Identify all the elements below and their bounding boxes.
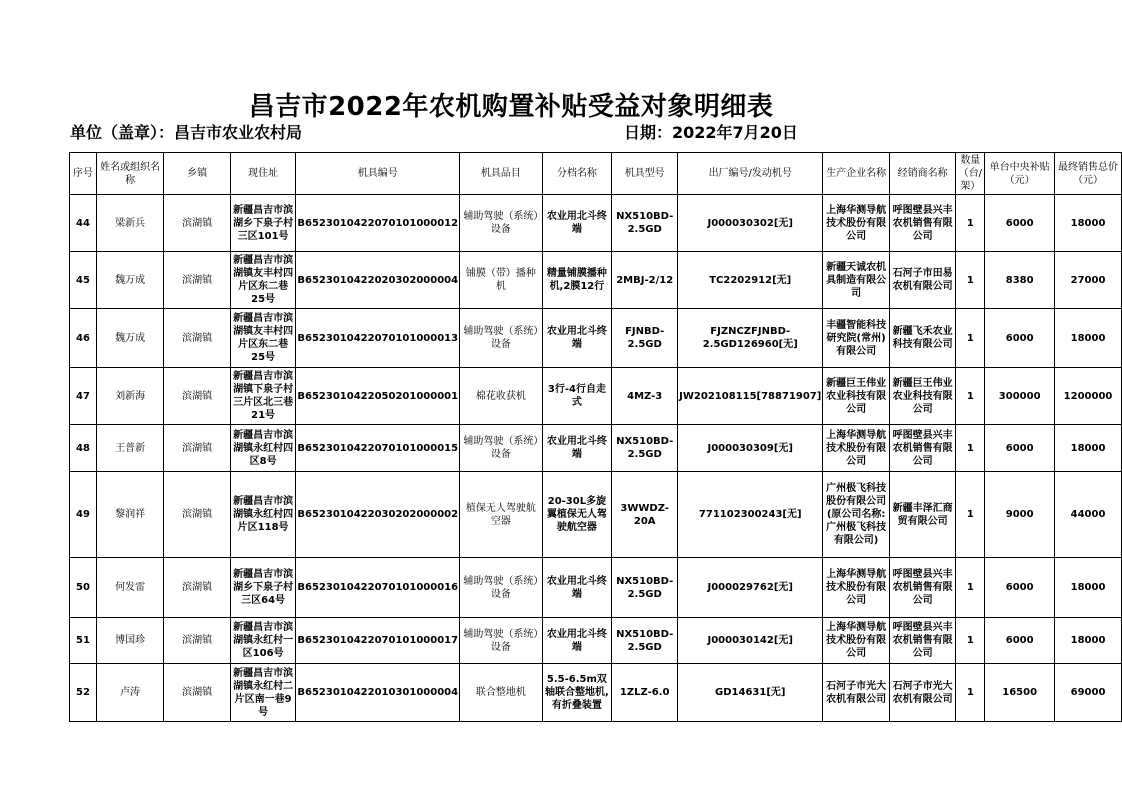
cell-name: 魏万成 xyxy=(96,309,163,368)
cell-address: 新疆昌吉市滨湖镇永红村二片区南一巷9号 xyxy=(230,664,296,722)
cell-address: 新疆昌吉市滨湖镇友丰村四片区东二巷25号 xyxy=(230,309,296,368)
cell-qty: 1 xyxy=(956,309,985,368)
cell-serial: 771102300243[无] xyxy=(678,472,823,558)
cell-name: 王普新 xyxy=(96,425,163,472)
cell-machine-no: B6523010422010301000004 xyxy=(296,664,460,722)
cell-machine-no: B6523010422050201000001 xyxy=(296,368,460,425)
cell-model: 3WWDZ-20A xyxy=(612,472,678,558)
cell-grade: 农业用北斗终端 xyxy=(542,195,612,252)
cell-address: 新疆昌吉市滨湖镇友丰村四片区东二巷25号 xyxy=(230,252,296,309)
cell-subsidy: 9000 xyxy=(985,472,1055,558)
cell-subsidy: 6000 xyxy=(985,195,1055,252)
cell-town: 滨湖镇 xyxy=(164,425,230,472)
header-cell: 经销商名称 xyxy=(889,153,955,195)
cell-no: 47 xyxy=(70,368,97,425)
cell-price: 18000 xyxy=(1055,425,1122,472)
cell-dealer: 呼图壁县兴丰农机销售有限公司 xyxy=(889,425,955,472)
cell-machine-no: B6523010422070101000012 xyxy=(296,195,460,252)
cell-subsidy: 6000 xyxy=(985,425,1055,472)
cell-maker: 新疆天诚农机具制造有限公司 xyxy=(823,252,890,309)
cell-maker: 新疆巨王伟业农业科技有限公司 xyxy=(823,368,890,425)
cell-town: 滨湖镇 xyxy=(164,309,230,368)
cell-price: 1200000 xyxy=(1055,368,1122,425)
cell-name: 卢涛 xyxy=(96,664,163,722)
table-row xyxy=(70,472,1122,558)
cell-qty: 1 xyxy=(956,618,985,664)
cell-no: 46 xyxy=(70,309,97,368)
cell-item: 棉花收获机 xyxy=(460,368,543,425)
cell-maker: 上海华测导航技术股份有限公司 xyxy=(823,558,890,618)
table-row xyxy=(70,558,1122,618)
table-row xyxy=(70,195,1122,252)
cell-no: 49 xyxy=(70,472,97,558)
cell-qty: 1 xyxy=(956,472,985,558)
table-row xyxy=(70,664,1122,722)
header-cell: 机具型号 xyxy=(612,153,678,195)
cell-maker: 广州极飞科技股份有限公司(原公司名称:广州极飞科技有限公司) xyxy=(823,472,890,558)
cell-subsidy: 8380 xyxy=(985,252,1055,309)
cell-town: 滨湖镇 xyxy=(164,195,230,252)
cell-serial: J000030309[无] xyxy=(678,425,823,472)
table-row xyxy=(70,368,1122,425)
cell-model: NX510BD-2.5GD xyxy=(612,558,678,618)
cell-model: 4MZ-3 xyxy=(612,368,678,425)
cell-maker: 丰疆智能科技研究院(常州)有限公司 xyxy=(823,309,890,368)
cell-model: NX510BD-2.5GD xyxy=(612,425,678,472)
cell-machine-no: B6523010422020302000004 xyxy=(296,252,460,309)
cell-dealer: 新疆巨王伟业农业科技有限公司 xyxy=(889,368,955,425)
cell-subsidy: 300000 xyxy=(985,368,1055,425)
cell-item: 联合整地机 xyxy=(460,664,543,722)
cell-machine-no: B6523010422070101000016 xyxy=(296,558,460,618)
cell-dealer: 新疆丰泽汇商贸有限公司 xyxy=(889,472,955,558)
cell-name: 博国珍 xyxy=(96,618,163,664)
cell-price: 69000 xyxy=(1055,664,1122,722)
cell-qty: 1 xyxy=(956,368,985,425)
cell-address: 新疆昌吉市滨湖镇下泉子村三片区北三巷21号 xyxy=(230,368,296,425)
cell-name: 何发雷 xyxy=(96,558,163,618)
cell-machine-no: B6523010422070101000017 xyxy=(296,618,460,664)
cell-no: 51 xyxy=(70,618,97,664)
header-cell: 机具编号 xyxy=(296,153,460,195)
header-cell: 生产企业名称 xyxy=(823,153,890,195)
cell-dealer: 呼图壁县兴丰农机销售有限公司 xyxy=(889,558,955,618)
date-label: 日期：2022年7月20日 xyxy=(624,123,798,142)
cell-item: 辅助驾驶（系统）设备 xyxy=(460,558,543,618)
cell-machine-no: B6523010422070101000013 xyxy=(296,309,460,368)
cell-model: 1ZLZ-6.0 xyxy=(612,664,678,722)
cell-dealer: 呼图壁县兴丰农机销售有限公司 xyxy=(889,618,955,664)
cell-serial: GD14631[无] xyxy=(678,664,823,722)
table-row xyxy=(70,425,1122,472)
table-row xyxy=(70,309,1122,368)
cell-address: 新疆昌吉市滨湖镇永红村四片区118号 xyxy=(230,472,296,558)
page-title: 昌吉市2022年农机购置补贴受益对象明细表 xyxy=(248,92,774,122)
header-cell: 机具品目 xyxy=(460,153,543,195)
cell-machine-no: B6523010422030202000002 xyxy=(296,472,460,558)
cell-price: 18000 xyxy=(1055,618,1122,664)
cell-machine-no: B6523010422070101000015 xyxy=(296,425,460,472)
cell-no: 45 xyxy=(70,252,97,309)
cell-dealer: 石河子市光大农机有限公司 xyxy=(889,664,955,722)
cell-no: 52 xyxy=(70,664,97,722)
cell-item: 辅助驾驶（系统）设备 xyxy=(460,618,543,664)
header-cell: 现住址 xyxy=(230,153,296,195)
cell-item: 铺膜（带）播种机 xyxy=(460,252,543,309)
cell-grade: 20-30L多旋翼植保无人驾驶航空器 xyxy=(542,472,612,558)
table-body xyxy=(70,195,1122,722)
cell-grade: 精量铺膜播种机,2膜12行 xyxy=(542,252,612,309)
cell-town: 滨湖镇 xyxy=(164,368,230,425)
cell-town: 滨湖镇 xyxy=(164,664,230,722)
cell-maker: 石河子市光大农机有限公司 xyxy=(823,664,890,722)
header-cell: 出厂编号/发动机号 xyxy=(678,153,823,195)
header-row xyxy=(70,153,1122,195)
cell-serial: J000030302[无] xyxy=(678,195,823,252)
cell-price: 27000 xyxy=(1055,252,1122,309)
cell-town: 滨湖镇 xyxy=(164,558,230,618)
cell-address: 新疆昌吉市滨湖镇永红村四区8号 xyxy=(230,425,296,472)
cell-address: 新疆昌吉市滨湖乡下泉子村三区64号 xyxy=(230,558,296,618)
header-cell: 数量（台/架） xyxy=(956,153,985,195)
cell-model: NX510BD-2.5GD xyxy=(612,195,678,252)
cell-no: 48 xyxy=(70,425,97,472)
cell-subsidy: 6000 xyxy=(985,309,1055,368)
cell-dealer: 新疆飞禾农业科技有限公司 xyxy=(889,309,955,368)
cell-price: 18000 xyxy=(1055,195,1122,252)
cell-subsidy: 6000 xyxy=(985,618,1055,664)
cell-grade: 农业用北斗终端 xyxy=(542,618,612,664)
header-cell: 姓名或组织名称 xyxy=(96,153,163,195)
cell-no: 50 xyxy=(70,558,97,618)
cell-item: 辅助驾驶（系统）设备 xyxy=(460,309,543,368)
cell-price: 18000 xyxy=(1055,309,1122,368)
cell-name: 魏万成 xyxy=(96,252,163,309)
cell-name: 刘新海 xyxy=(96,368,163,425)
cell-maker: 上海华测导航技术股份有限公司 xyxy=(823,195,890,252)
cell-serial: J000030142[无] xyxy=(678,618,823,664)
cell-model: NX510BD-2.5GD xyxy=(612,618,678,664)
cell-grade: 5.5-6.5m双轴联合整地机,有折叠装置 xyxy=(542,664,612,722)
cell-grade: 农业用北斗终端 xyxy=(542,425,612,472)
cell-grade: 3行-4行自走式 xyxy=(542,368,612,425)
cell-name: 梁新兵 xyxy=(96,195,163,252)
cell-serial: JW202108115[78871907] xyxy=(678,368,823,425)
cell-item: 植保无人驾驶航空器 xyxy=(460,472,543,558)
header-cell: 分档名称 xyxy=(542,153,612,195)
cell-price: 44000 xyxy=(1055,472,1122,558)
cell-town: 滨湖镇 xyxy=(164,252,230,309)
unit-label: 单位（盖章）：昌吉市农业农村局 xyxy=(70,123,303,142)
subsidy-table xyxy=(69,152,1122,722)
cell-serial: J000029762[无] xyxy=(678,558,823,618)
cell-grade: 农业用北斗终端 xyxy=(542,558,612,618)
cell-address: 新疆昌吉市滨湖乡下泉子村三区101号 xyxy=(230,195,296,252)
cell-qty: 1 xyxy=(956,425,985,472)
cell-serial: FJZNCZFJNBD-2.5GD126960[无] xyxy=(678,309,823,368)
cell-qty: 1 xyxy=(956,252,985,309)
cell-dealer: 石河子市田易农机有限公司 xyxy=(889,252,955,309)
cell-subsidy: 16500 xyxy=(985,664,1055,722)
header-cell: 乡镇 xyxy=(164,153,230,195)
cell-qty: 1 xyxy=(956,195,985,252)
cell-name: 黎润祥 xyxy=(96,472,163,558)
cell-price: 18000 xyxy=(1055,558,1122,618)
table-row xyxy=(70,618,1122,664)
cell-item: 辅助驾驶（系统）设备 xyxy=(460,425,543,472)
cell-dealer: 呼图壁县兴丰农机销售有限公司 xyxy=(889,195,955,252)
cell-address: 新疆昌吉市滨湖镇永红村一区106号 xyxy=(230,618,296,664)
header-cell: 最终销售总价（元） xyxy=(1055,153,1122,195)
cell-model: 2MBJ-2/12 xyxy=(612,252,678,309)
cell-subsidy: 6000 xyxy=(985,558,1055,618)
header-cell: 序号 xyxy=(70,153,97,195)
cell-town: 滨湖镇 xyxy=(164,618,230,664)
cell-item: 辅助驾驶（系统）设备 xyxy=(460,195,543,252)
cell-maker: 上海华测导航技术股份有限公司 xyxy=(823,425,890,472)
cell-maker: 上海华测导航技术股份有限公司 xyxy=(823,618,890,664)
cell-no: 44 xyxy=(70,195,97,252)
header-cell: 单台中央补贴（元） xyxy=(985,153,1055,195)
cell-qty: 1 xyxy=(956,558,985,618)
cell-serial: TC2202912[无] xyxy=(678,252,823,309)
table-row xyxy=(70,252,1122,309)
cell-qty: 1 xyxy=(956,664,985,722)
cell-grade: 农业用北斗终端 xyxy=(542,309,612,368)
cell-town: 滨湖镇 xyxy=(164,472,230,558)
cell-model: FJNBD-2.5GD xyxy=(612,309,678,368)
